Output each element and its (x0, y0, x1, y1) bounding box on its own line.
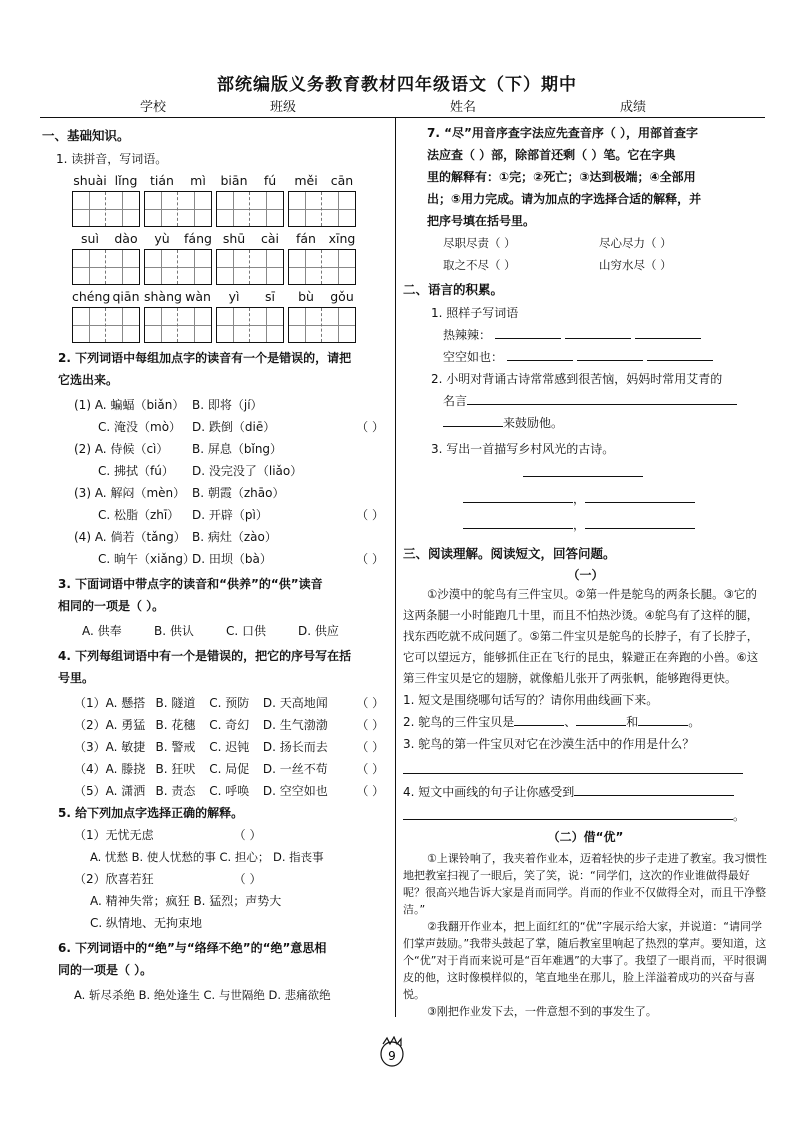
option-row (74, 714, 390, 736)
reading-question-3: 3. 鸵鸟的第一件宝贝对它在沙漠生活中的作用是什么？ (403, 737, 695, 751)
word-box[interactable] (144, 191, 212, 227)
option-a: (1) A. 蝙蝠（biǎn） (74, 398, 185, 412)
pinyin-row (42, 289, 390, 305)
option-row (74, 736, 390, 758)
question-2: 2. 下列词语中每组加点字的读音有一个是错误的，请把 它选出来。 (58, 351, 352, 387)
accum-2-end: 来鼓励他。 (403, 412, 768, 434)
left-column (42, 122, 390, 1006)
pinyin-syllable: lǐng (114, 173, 138, 188)
pinyin-syllable: dào (114, 231, 138, 246)
option-row (74, 526, 390, 548)
question-1: 1. 读拼音，写词语。 (56, 152, 168, 166)
char-cell (322, 308, 355, 342)
answer-paren: （ ） (356, 420, 384, 434)
char-cell (73, 308, 106, 342)
reading-question-2: 2. 鸵鸟的三件宝贝是 、 和 。 (403, 715, 701, 729)
option-b: D. 没完没了（liǎo） (192, 464, 303, 478)
option-b: D. 田坝（bà） (192, 552, 272, 566)
option-b: B. 即将（jí） (192, 398, 263, 412)
option-row (74, 780, 390, 802)
right-column (403, 122, 768, 1020)
option: B. 狂吠 (155, 762, 196, 776)
option-row (74, 416, 390, 438)
passage-2-para-1: ①上课铃响了，我夹着作业本，迈着轻快的步子走进了教室。我习惯性地把教室扫视了一眼后，笑了笑，说：“同学们，这次的作业谁做得最好呢？很高兴地告诉大家是肖而同学。肖而的作业不仅做得全对，而且干净整洁。” (403, 852, 767, 916)
pinyin-syllable: yù (154, 231, 170, 246)
option: （1）A. 懸搭 (74, 696, 146, 710)
word-box[interactable] (216, 307, 284, 343)
question-5-2-options-b: C. 纵情地、无拘束地 (90, 916, 203, 930)
accum-2-quote-line: 名言 (403, 390, 768, 412)
option: D. 扬长而去 (262, 740, 328, 754)
poem-blanks: ， ， (403, 460, 768, 538)
char-cell (217, 308, 250, 342)
section-language-accumulation: 二、语言的积累。 (403, 282, 504, 297)
option-b: B. 病灶（zào） (192, 530, 277, 544)
word-box[interactable] (72, 307, 140, 343)
question-5-1: （1）无忧无虑 （ ） (74, 828, 262, 842)
column-divider (395, 117, 396, 1017)
accum-1-a: 热辣辣： (403, 324, 768, 346)
char-cell (145, 250, 178, 284)
answer-paren: （ ） (356, 718, 385, 732)
passage-2-para-3: ③刚把作业发下去，一件意想不到的事发生了。 (427, 1005, 657, 1018)
passage-2-para-2: ②我翻开作业本，把上面红红的“优”字展示给大家，并说道：“请同学们掌声鼓励。”我带头鼓起了掌，随后教室里响起了热烈的掌声。要知道，这个“优”对于肖而来说可是“百年难遇”的大事了。我望了一眼肖而，平时很调皮的他，这时像模样似的，笔直地坐在那儿，脸上洋溢着成功的兴奋与喜悦。 (403, 920, 767, 1001)
option: D. 生气渤渤 (262, 718, 328, 732)
option: （2）A. 勇猛 (74, 718, 146, 732)
pinyin-syllable: fáng (184, 231, 212, 246)
option: B. 花穗 (155, 718, 196, 732)
pinyin-syllable: fú (263, 173, 277, 188)
option: C. 奇幻 (209, 718, 250, 732)
option: D. 空空如也 (262, 784, 328, 798)
option: D. 天高地闻 (262, 696, 328, 710)
section-reading: 三、阅读理解。阅读短文，回答问题。 (403, 546, 616, 561)
option-a: (4) A. 倘若（tǎng） (74, 530, 186, 544)
answer-paren (384, 438, 390, 460)
class-label: 班级 (270, 100, 297, 115)
section-basic-knowledge: 一、基础知识。 (42, 128, 130, 143)
answer-line-4: 。 (403, 807, 768, 824)
char-cell (289, 250, 322, 284)
option-row (443, 254, 768, 276)
word-box[interactable] (288, 249, 356, 285)
accum-question-1: 1. 照样子写词语 (431, 306, 519, 320)
question-7-options (403, 232, 768, 276)
score-label: 成绩 (620, 100, 647, 115)
char-cell (178, 250, 211, 284)
char-grid-row (42, 191, 390, 227)
pinyin-syllable: mì (190, 173, 206, 188)
page-mascot-icon (377, 1036, 407, 1068)
char-cell (289, 192, 322, 226)
question-6-options: A. 斩尽杀绝 B. 绝处逢生 C. 与世隔绝 D. 悲痛欲绝 (74, 988, 331, 1002)
school-label: 学校 (140, 100, 167, 115)
accum-question-2: 2. 小明对背诵古诗常常感到很苦恼，妈妈时常用艾青的 (431, 372, 723, 386)
char-cell (250, 192, 283, 226)
char-cell (178, 192, 211, 226)
word-box[interactable] (288, 191, 356, 227)
word-box[interactable] (216, 249, 284, 285)
word-box[interactable] (144, 249, 212, 285)
question-5-2-options-a: A. 精神失常；疯狂 B. 猛烈；声势大 (90, 894, 282, 908)
pinyin-syllable: qiān (112, 289, 140, 304)
option-row (74, 394, 390, 416)
pinyin-syllable: shàng (144, 289, 182, 304)
char-cell (73, 250, 106, 284)
word-box[interactable] (288, 307, 356, 343)
question-4-options (42, 692, 390, 802)
question-5-1-options: A. 忧愁 B. 使人忧愁的事 C. 担心； D. 指丧事 (90, 850, 324, 864)
char-cell (250, 250, 283, 284)
char-cell (250, 308, 283, 342)
option-a: C. 拂拭（fú） (98, 464, 174, 478)
pinyin-row (42, 231, 390, 247)
char-cell (145, 192, 178, 226)
option: A. 供奉 (82, 624, 122, 638)
name-label: 姓名 (450, 100, 477, 115)
pinyin-syllable: tián (150, 173, 174, 188)
header-rule (40, 117, 765, 118)
pinyin-syllable: fán (296, 231, 316, 246)
pinyin-syllable: shuài (73, 173, 107, 188)
option-a: (2) A. 侍候（cì） (74, 442, 169, 456)
page-number: 9 (388, 1049, 396, 1063)
char-grid-row (42, 249, 390, 285)
pinyin-syllable: sī (265, 289, 275, 304)
char-cell (106, 250, 139, 284)
char-cell (106, 308, 139, 342)
option: D. 一丝不苟 (262, 762, 328, 776)
word-box[interactable] (72, 191, 140, 227)
answer-paren: （ ） (356, 552, 384, 566)
pinyin-syllable: xīng (328, 231, 356, 246)
option: C. 预防 (209, 696, 250, 710)
option-row (74, 504, 390, 526)
option-row (74, 482, 390, 504)
option: B. 责态 (155, 784, 196, 798)
char-cell (217, 192, 250, 226)
pinyin-syllable: měi (294, 173, 318, 188)
char-cell (145, 308, 178, 342)
answer-paren: （ ） (356, 740, 385, 754)
option-b: B. 屏息（bǐng） (192, 442, 283, 456)
option: 尽心尽力（ ） (599, 236, 672, 250)
option-a: (3) A. 解闷（mèn） (74, 486, 186, 500)
word-box[interactable] (216, 191, 284, 227)
question-7: 7. “尽”用音序查字法应先查音序（ ），用部首查字 法应查（ ）部，除部首还剩（ ）笔。它在字典 里的解释有：①完；②死亡；③达到极端；④全部用 出；⑤用力完成。请为加点的字选择合适的解释，并 把序号填在括号里。 (427, 126, 702, 228)
reading-question-4: 4. 短文中画线的句子让你感受到 (403, 781, 768, 803)
option-b: D. 开辟（pì） (192, 508, 268, 522)
char-cell (217, 250, 250, 284)
answer-paren: （ ） (356, 762, 385, 776)
accum-1-b: 空空如也： (403, 346, 768, 368)
char-cell (73, 192, 106, 226)
word-box[interactable] (144, 307, 212, 343)
pinyin-writing-block (42, 173, 390, 343)
answer-line-3 (403, 763, 768, 777)
char-cell (322, 250, 355, 284)
answer-paren: （ ） (356, 784, 385, 798)
passage-2-title: （二）借“优” (547, 830, 624, 844)
passage-1: ①沙漠中的鸵鸟有三件宝贝。②第一件是鸵鸟的两条长腿。③它的这两条腿一小时能跑几十里，而且不怕热沙烫。④鸵鸟有了这样的腿，找东西吃就不成问题了。⑤第二件宝贝是鸵鸟的长脖子，有了长脖子，它可以望远方，能够抓住正在飞行的昆虫，躲避正在奔跑的小兽。⑥这第三件宝贝是它的翅膀，就像船儿张开了两张帆，能够跑得更快。 (403, 587, 759, 685)
word-box[interactable] (72, 249, 140, 285)
option-b: B. 朝霞（zhāo） (192, 486, 285, 500)
student-info-row (110, 96, 690, 116)
option: B. 供认 (154, 624, 194, 638)
question-4: 4. 下列每组词语中有一个是错误的，把它的序号写在括 号里。 (58, 649, 352, 685)
page-title: 部统编版义务教育教材四年级语文（下）期中 (217, 75, 577, 95)
option-a: C. 晌午（xiǎng） (98, 552, 196, 566)
char-cell (178, 308, 211, 342)
option-row (74, 460, 390, 482)
option: C. 局促 (209, 762, 250, 776)
option: （4）A. 滕挠 (74, 762, 146, 776)
option: D. 供应 (298, 624, 339, 638)
pinyin-syllable: gǒu (330, 289, 354, 304)
option: C. 迟钝 (209, 740, 250, 754)
option-a: C. 松脂（zhī） (98, 508, 180, 522)
answer-paren: （ ） (356, 696, 385, 710)
option: 山穷水尽（ ） (599, 258, 672, 272)
option-b: D. 跌倒（diē） (192, 420, 276, 434)
option: B. 隧道 (155, 696, 196, 710)
pinyin-syllable: wàn (185, 289, 211, 304)
pinyin-syllable: suì (81, 231, 99, 246)
option-row (74, 438, 390, 460)
question-5-2: （2）欣喜若狂 （ ） (74, 872, 262, 886)
pinyin-row (42, 173, 390, 189)
pinyin-syllable: cài (260, 231, 279, 246)
question-3-options (42, 620, 390, 642)
accum-question-3: 3. 写出一首描写乡村风光的古诗。 (431, 442, 615, 456)
option: C. 呼唤 (209, 784, 250, 798)
option: 取之不尽（ ） (443, 258, 516, 272)
option-row (443, 232, 768, 254)
option-row (74, 548, 390, 570)
answer-paren (384, 526, 390, 548)
pinyin-syllable: shū (222, 231, 246, 246)
pinyin-syllable: cān (330, 173, 354, 188)
pinyin-syllable: biān (220, 173, 248, 188)
pinyin-syllable: yì (228, 289, 240, 304)
char-grid-row (42, 307, 390, 343)
question-5: 5. 给下列加点字选择正确的解释。 (58, 806, 244, 820)
pinyin-syllable: bù (298, 289, 314, 304)
answer-paren (384, 394, 390, 416)
answer-paren (384, 460, 390, 482)
option: （5）A. 潇洒 (74, 784, 146, 798)
answer-paren: （ ） (356, 508, 384, 522)
char-cell (289, 308, 322, 342)
char-cell (106, 192, 139, 226)
reading-question-1: 1. 短文是围绕哪句话写的？请你用曲线画下来。 (403, 693, 659, 707)
option-row (74, 692, 390, 714)
question-2-options (42, 394, 390, 570)
question-3: 3. 下面词语中带点字的读音和“供养”的“供”读音 相同的一项是（ ）。 (58, 577, 323, 613)
option-row (74, 758, 390, 780)
passage-1-title: （一） (567, 568, 604, 582)
option: C. 口供 (226, 624, 267, 638)
answer-paren (384, 482, 390, 504)
option: B. 警戒 (155, 740, 196, 754)
option: 尽职尽责（ ） (443, 236, 516, 250)
question-6: 6. 下列词语中的“绝”与“络绎不绝”的“绝”意思相 同的一项是（ ）。 (58, 941, 327, 977)
pinyin-syllable: chéng (72, 289, 111, 304)
char-cell (322, 192, 355, 226)
option-a: C. 淹没（mò） (98, 420, 182, 434)
option: （3）A. 敏捷 (74, 740, 146, 754)
